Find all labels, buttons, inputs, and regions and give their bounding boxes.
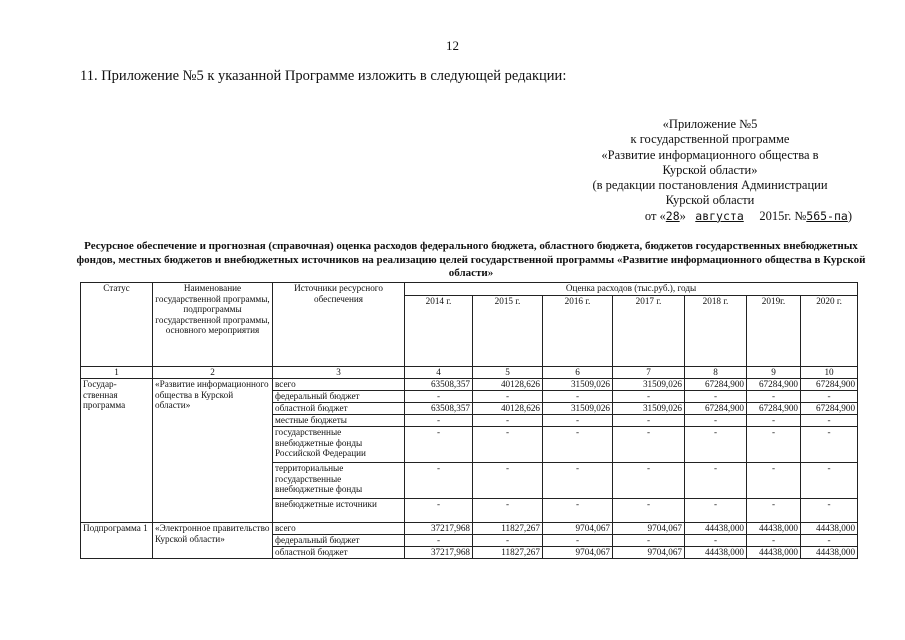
row-status: Государ-ственная программа bbox=[81, 379, 153, 523]
row-value: - bbox=[747, 463, 801, 499]
row-value: - bbox=[473, 391, 543, 403]
row-value: - bbox=[747, 499, 801, 523]
header-year: 2016 г. bbox=[543, 296, 613, 367]
row-value: 63508,357 bbox=[405, 403, 473, 415]
row-source: областной бюджет bbox=[273, 547, 405, 559]
header-year: 2017 г. bbox=[613, 296, 685, 367]
row-value: 67284,900 bbox=[747, 403, 801, 415]
row-value: 44438,000 bbox=[685, 523, 747, 535]
header-year: 2020 г. bbox=[801, 296, 858, 367]
appendix-line-1: «Приложение №5 bbox=[662, 117, 758, 131]
column-index-row bbox=[81, 367, 858, 379]
row-value: 31509,026 bbox=[543, 379, 613, 391]
header-status: Статус bbox=[81, 283, 153, 367]
header-estimate: Оценка расходов (тыс.руб.), годы bbox=[405, 283, 858, 296]
row-value: - bbox=[543, 499, 613, 523]
resources-table bbox=[80, 282, 858, 559]
row-value: - bbox=[543, 427, 613, 463]
row-value: - bbox=[405, 499, 473, 523]
row-value: 67284,900 bbox=[685, 403, 747, 415]
row-value: - bbox=[613, 499, 685, 523]
date-day: 28 bbox=[665, 208, 680, 223]
appendix-date-line bbox=[560, 209, 860, 224]
column-index: 7 bbox=[613, 367, 685, 379]
row-value: 63508,357 bbox=[405, 379, 473, 391]
row-status: Подпрограмма 1 bbox=[81, 523, 153, 559]
row-value: 40128,626 bbox=[473, 379, 543, 391]
row-value: 11827,267 bbox=[473, 547, 543, 559]
date-suffix: ) bbox=[847, 208, 852, 223]
date-year: 2015г. № bbox=[759, 208, 807, 223]
row-value: - bbox=[543, 535, 613, 547]
row-value: 9704,067 bbox=[543, 523, 613, 535]
row-program-name: «Электронное правительство Курской области» bbox=[153, 523, 273, 559]
row-value: - bbox=[747, 535, 801, 547]
row-value: - bbox=[747, 415, 801, 427]
row-value: - bbox=[801, 427, 858, 463]
date-number: 565-па bbox=[806, 208, 848, 223]
column-index: 9 bbox=[747, 367, 801, 379]
row-value: 67284,900 bbox=[801, 403, 858, 415]
row-value: - bbox=[613, 535, 685, 547]
row-value: - bbox=[405, 535, 473, 547]
column-index: 10 bbox=[801, 367, 858, 379]
date-prefix: от « bbox=[644, 208, 666, 223]
row-value: 40128,626 bbox=[473, 403, 543, 415]
row-source: государственные внебюджетные фонды Российской Федерации bbox=[273, 427, 405, 463]
row-value: - bbox=[405, 427, 473, 463]
row-value: - bbox=[613, 415, 685, 427]
row-source: всего bbox=[273, 523, 405, 535]
row-value: 31509,026 bbox=[613, 403, 685, 415]
row-source: всего bbox=[273, 379, 405, 391]
appendix-line-4: Курской области» bbox=[662, 162, 758, 177]
row-value: - bbox=[543, 415, 613, 427]
appendix-header bbox=[560, 117, 860, 224]
row-value: - bbox=[405, 391, 473, 403]
row-value: 67284,900 bbox=[801, 379, 858, 391]
row-value: - bbox=[801, 415, 858, 427]
row-value: - bbox=[801, 391, 858, 403]
row-value: - bbox=[473, 499, 543, 523]
row-source: местные бюджеты bbox=[273, 415, 405, 427]
row-value: 9704,067 bbox=[613, 547, 685, 559]
document-title: Ресурсное обеспечение и прогнозная (справочная) оценка расходов федерального бюджета, областного бюджета, бюджетов государственных внебюджетных фондов, местных бюджетов и внебюджетных источников на реализацию целей государственной программы «Развитие информационного общества в Курской области» bbox=[76, 240, 866, 279]
row-value: - bbox=[747, 427, 801, 463]
row-value: 11827,267 bbox=[473, 523, 543, 535]
row-value: - bbox=[405, 463, 473, 499]
column-index: 1 bbox=[81, 367, 153, 379]
row-value: 37217,968 bbox=[405, 523, 473, 535]
column-index: 2 bbox=[153, 367, 273, 379]
column-index: 4 bbox=[405, 367, 473, 379]
row-value: 31509,026 bbox=[543, 403, 613, 415]
row-value: - bbox=[747, 391, 801, 403]
amendment-item-text: 11. Приложение №5 к указанной Программе изложить в следующей редакции: bbox=[80, 68, 567, 84]
row-source: федеральный бюджет bbox=[273, 391, 405, 403]
column-index: 6 bbox=[543, 367, 613, 379]
column-index: 5 bbox=[473, 367, 543, 379]
row-value: - bbox=[801, 535, 858, 547]
row-value: 44438,000 bbox=[685, 547, 747, 559]
page-number: 12 bbox=[446, 38, 459, 53]
row-value: 44438,000 bbox=[747, 523, 801, 535]
date-month: августа bbox=[695, 208, 744, 223]
row-value: - bbox=[473, 415, 543, 427]
row-value: - bbox=[473, 535, 543, 547]
date-sep: » bbox=[679, 208, 686, 223]
row-value: 9704,067 bbox=[543, 547, 613, 559]
row-value: - bbox=[613, 391, 685, 403]
row-value: - bbox=[801, 499, 858, 523]
row-value: 67284,900 bbox=[747, 379, 801, 391]
row-value: - bbox=[473, 463, 543, 499]
appendix-line-3: «Развитие информационного общества в bbox=[601, 147, 819, 162]
row-value: - bbox=[685, 499, 747, 523]
row-value: - bbox=[613, 427, 685, 463]
appendix-line-6: Курской области bbox=[665, 193, 755, 208]
row-value: 44438,000 bbox=[801, 523, 858, 535]
header-year: 2014 г. bbox=[405, 296, 473, 367]
row-value: 67284,900 bbox=[685, 379, 747, 391]
row-value: 37217,968 bbox=[405, 547, 473, 559]
header-year: 2015 г. bbox=[473, 296, 543, 367]
header-year: 2018 г. bbox=[685, 296, 747, 367]
header-year: 2019г. bbox=[747, 296, 801, 367]
appendix-line-5: (в редакции постановления Администрации bbox=[592, 178, 828, 193]
row-source: федеральный бюджет bbox=[273, 535, 405, 547]
row-value: - bbox=[801, 463, 858, 499]
row-value: - bbox=[543, 463, 613, 499]
row-value: - bbox=[473, 427, 543, 463]
row-value: - bbox=[685, 415, 747, 427]
row-value: - bbox=[685, 535, 747, 547]
row-program-name: «Развитие информационного общества в Курской области» bbox=[153, 379, 273, 523]
column-index: 3 bbox=[273, 367, 405, 379]
appendix-line-2: к государственной программе bbox=[630, 132, 790, 147]
table-row bbox=[81, 379, 858, 391]
row-source: внебюджетные источники bbox=[273, 499, 405, 523]
header-name: Наименование государственной программы, подпрограммы государственной программы, основного мероприятия bbox=[153, 283, 273, 367]
row-source: территориальные государственные внебюджетные фонды bbox=[273, 463, 405, 499]
row-value: - bbox=[405, 415, 473, 427]
row-value: - bbox=[543, 391, 613, 403]
header-source: Источники ресурсного обеспечения bbox=[273, 283, 405, 367]
row-source: областной бюджет bbox=[273, 403, 405, 415]
row-value: - bbox=[613, 463, 685, 499]
column-index: 8 bbox=[685, 367, 747, 379]
row-value: 31509,026 bbox=[613, 379, 685, 391]
table-row bbox=[81, 523, 858, 535]
row-value: 44438,000 bbox=[747, 547, 801, 559]
row-value: 9704,067 bbox=[613, 523, 685, 535]
row-value: - bbox=[685, 463, 747, 499]
row-value: - bbox=[685, 427, 747, 463]
row-value: - bbox=[685, 391, 747, 403]
row-value: 44438,000 bbox=[801, 547, 858, 559]
